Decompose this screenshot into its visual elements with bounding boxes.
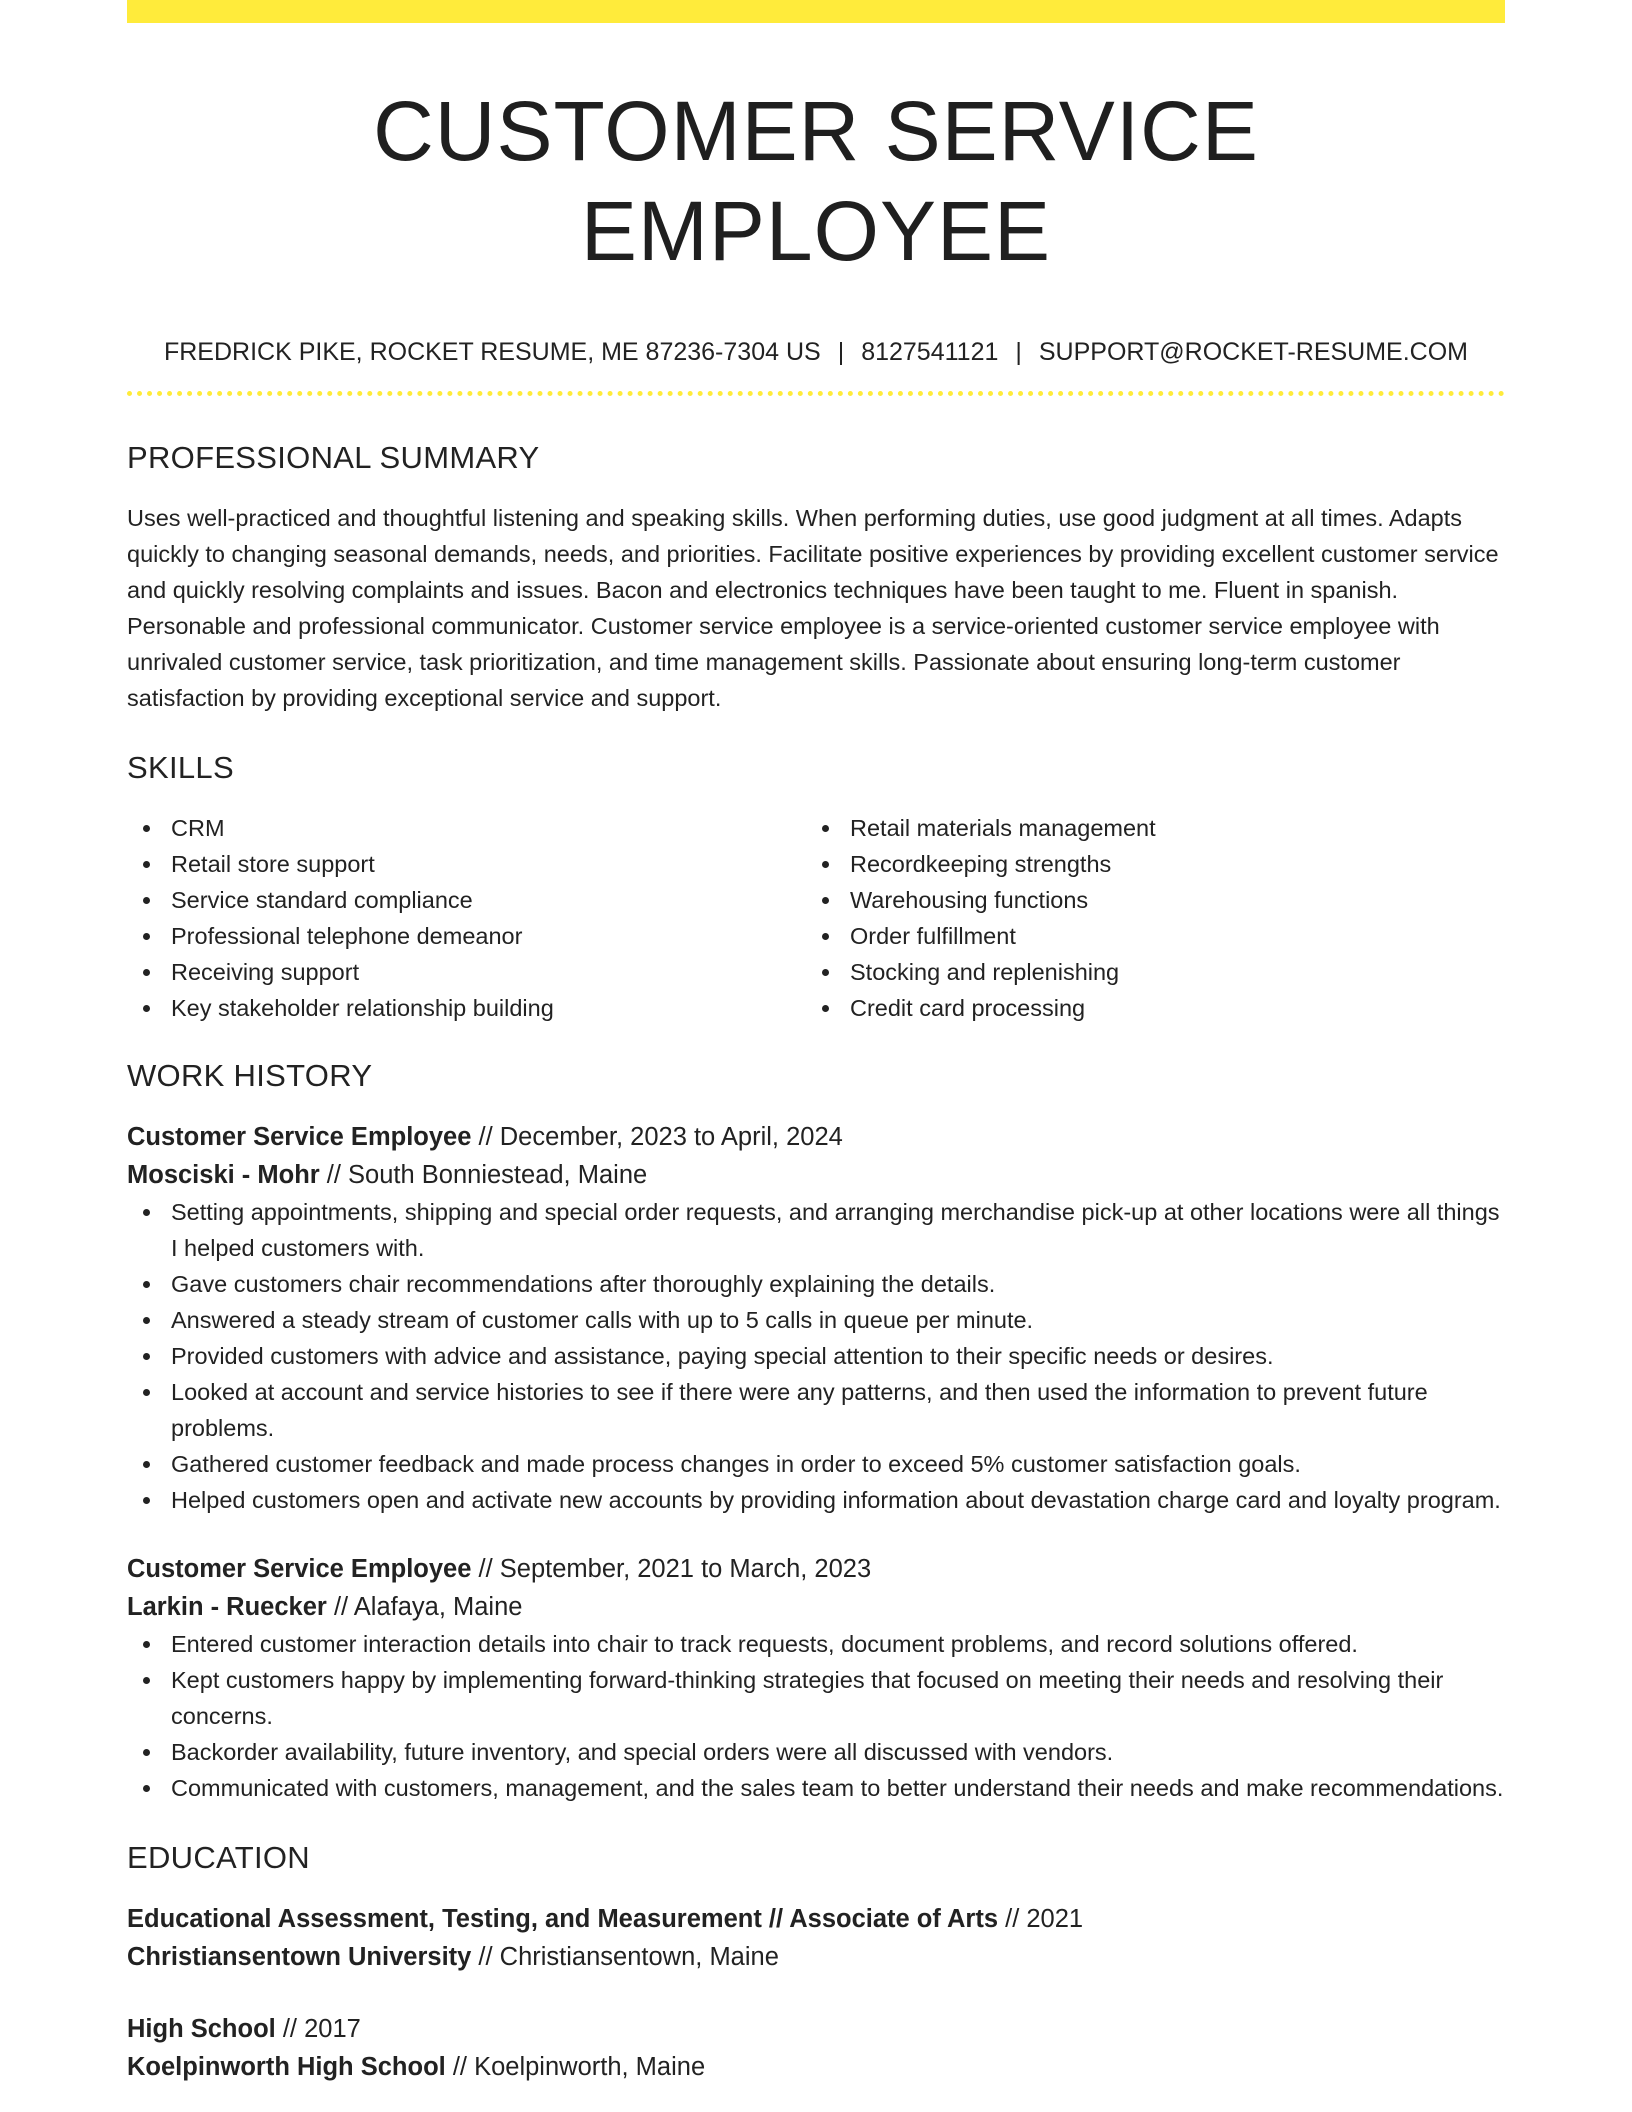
job-title: Customer Service Employee bbox=[127, 1555, 472, 1583]
education-degree: Educational Assessment, Testing, and Measurement // Associate of Arts bbox=[127, 1905, 999, 1933]
job-title-line bbox=[127, 1118, 1505, 1156]
job-company-line bbox=[127, 1156, 1505, 1194]
skill-item: Stocking and replenishing bbox=[806, 954, 1485, 990]
skills-heading: SKILLS bbox=[127, 750, 234, 785]
accent-bar bbox=[127, 0, 1505, 23]
contact-address: FREDRICK PIKE, ROCKET RESUME, ME 87236-7304 US bbox=[163, 338, 821, 366]
skill-item: Receiving support bbox=[127, 954, 806, 990]
education-school: Koelpinworth High School bbox=[127, 2053, 446, 2081]
resume-title: CUSTOMER SERVICE EMPLOYEE bbox=[373, 84, 1259, 278]
contact-phone: 8127541121 bbox=[861, 338, 999, 366]
job-title: Customer Service Employee bbox=[127, 1123, 472, 1151]
skill-item: Retail materials management bbox=[806, 810, 1485, 846]
skill-item: Credit card processing bbox=[806, 990, 1485, 1026]
education-year: // 2017 bbox=[282, 2015, 361, 2043]
job-duty: Kept customers happy by implementing forward-thinking strategies that focused on meeting their needs and resolving their concerns. bbox=[127, 1662, 1505, 1734]
education-school: Christiansentown University bbox=[127, 1943, 472, 1971]
skill-item: Service standard compliance bbox=[127, 882, 806, 918]
job-entry bbox=[127, 1118, 1505, 1518]
skill-item: Key stakeholder relationship building bbox=[127, 990, 806, 1026]
skills-list bbox=[127, 810, 1505, 1026]
job-duty: Provided customers with advice and assistance, paying special attention to their specific needs or desires. bbox=[127, 1338, 1505, 1374]
job-duty: Answered a steady stream of customer calls with up to 5 calls in queue per minute. bbox=[127, 1302, 1505, 1338]
education-entry bbox=[127, 1900, 1505, 1976]
job-duty: Gathered customer feedback and made process changes in order to exceed 5% customer satisfaction goals. bbox=[127, 1446, 1505, 1482]
job-duty: Entered customer interaction details into chair to track requests, document problems, and record solutions offered. bbox=[127, 1626, 1505, 1662]
job-duties bbox=[127, 1194, 1505, 1518]
job-dates: // December, 2023 to April, 2024 bbox=[478, 1123, 843, 1151]
skills-column-left bbox=[127, 810, 806, 1026]
education-location: // Koelpinworth, Maine bbox=[452, 2053, 706, 2081]
job-location: // South Bonniestead, Maine bbox=[326, 1161, 648, 1189]
skill-item: CRM bbox=[127, 810, 806, 846]
job-entry bbox=[127, 1550, 1505, 1806]
contact-separator: | bbox=[1015, 338, 1022, 366]
job-company: Larkin - Ruecker bbox=[127, 1593, 327, 1621]
job-duties bbox=[127, 1626, 1505, 1806]
education-degree-line bbox=[127, 2010, 1505, 2048]
job-duty: Helped customers open and activate new accounts by providing information about devastation charge card and loyalty program. bbox=[127, 1482, 1505, 1518]
education-degree: High School bbox=[127, 2015, 276, 2043]
job-location: // Alafaya, Maine bbox=[333, 1593, 523, 1621]
education-school-line bbox=[127, 2048, 1505, 2086]
work-history-heading: WORK HISTORY bbox=[127, 1058, 373, 1093]
skill-item: Professional telephone demeanor bbox=[127, 918, 806, 954]
resume-page bbox=[127, 0, 1505, 2086]
skill-item: Warehousing functions bbox=[806, 882, 1485, 918]
skill-item: Retail store support bbox=[127, 846, 806, 882]
job-duty: Gave customers chair recommendations after thoroughly explaining the details. bbox=[127, 1266, 1505, 1302]
header-divider bbox=[127, 391, 1505, 396]
education-year: // 2021 bbox=[1005, 1905, 1084, 1933]
contact-line bbox=[127, 337, 1505, 367]
job-title-line bbox=[127, 1550, 1505, 1588]
job-duty: Looked at account and service histories to see if there were any patterns, and then used the information to prevent future problems. bbox=[127, 1374, 1505, 1446]
contact-email: SUPPORT@ROCKET-RESUME.COM bbox=[1038, 338, 1469, 366]
education-entry bbox=[127, 2010, 1505, 2086]
job-company: Mosciski - Mohr bbox=[127, 1161, 320, 1189]
education-degree-line bbox=[127, 1900, 1505, 1938]
skill-item: Recordkeeping strengths bbox=[806, 846, 1485, 882]
contact-separator: | bbox=[837, 338, 845, 366]
summary-text: Uses well-practiced and thoughtful listening and speaking skills. When performing duties, use good judgment at all times. Adapts quickly to changing seasonal demands, needs, and priorities. Facilitate positive experiences by providing excellent customer service and quickly resolving complaints and issues. Bacon and electronics techniques have been taught to me. Fluent in spanish. Personable and professional communicator. Customer service employee is a service-oriented customer service employee with unrivaled customer service, task prioritization, and time management skills. Passionate about ensuring long-term customer satisfaction by providing exceptional service and support. bbox=[127, 505, 1499, 711]
education-location: // Christiansentown, Maine bbox=[478, 1943, 779, 1971]
skills-column-right bbox=[806, 810, 1485, 1026]
job-duty: Backorder availability, future inventory, and special orders were all discussed with vendors. bbox=[127, 1734, 1505, 1770]
skill-item: Order fulfillment bbox=[806, 918, 1485, 954]
job-company-line bbox=[127, 1588, 1505, 1626]
job-duty: Communicated with customers, management, and the sales team to better understand their needs and make recommendations. bbox=[127, 1770, 1505, 1806]
job-dates: // September, 2021 to March, 2023 bbox=[478, 1555, 872, 1583]
job-duty: Setting appointments, shipping and special order requests, and arranging merchandise pick-up at other locations were all things I helped customers with. bbox=[127, 1194, 1505, 1266]
education-heading: EDUCATION bbox=[127, 1840, 310, 1875]
education-school-line bbox=[127, 1938, 1505, 1976]
summary-heading: PROFESSIONAL SUMMARY bbox=[127, 440, 540, 475]
